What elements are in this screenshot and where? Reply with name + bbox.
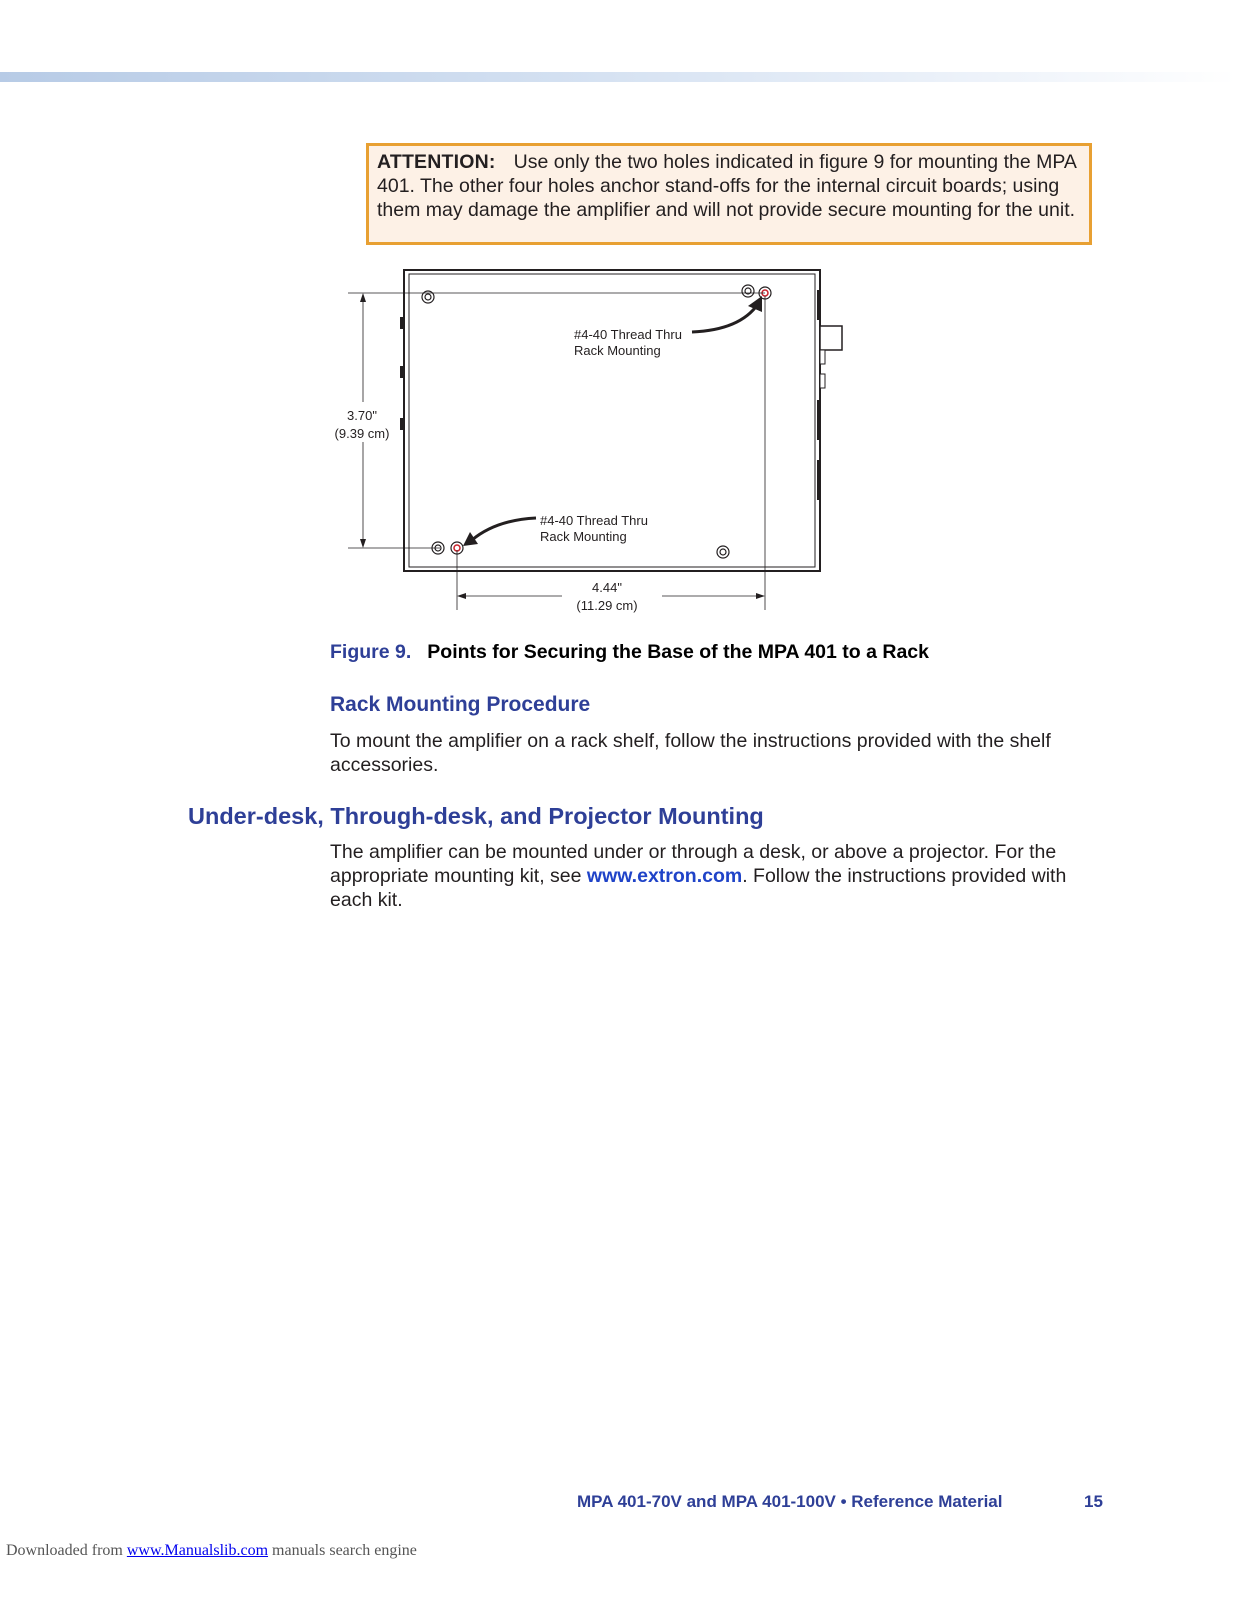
manualslib-link[interactable]: www.Manualslib.com bbox=[126, 1542, 269, 1559]
figure-number: Figure 9. bbox=[330, 641, 412, 663]
rack-mounting-paragraph: To mount the amplifier on a rack shelf, follow the instructions provided with the shelf accessories. bbox=[330, 730, 1051, 776]
right-connector bbox=[820, 326, 842, 350]
attention-box bbox=[366, 143, 1092, 245]
callout-top-line2: Rack Mounting bbox=[574, 343, 661, 358]
callout-top-line1: #4-40 Thread Thru bbox=[574, 327, 682, 342]
callout-arrow-top bbox=[692, 304, 758, 332]
download-notice bbox=[6, 1542, 417, 1560]
mounting-diagram bbox=[300, 260, 900, 620]
attention-text bbox=[377, 150, 1083, 222]
under-desk-heading: Under-desk, Through-desk, and Projector Mounting bbox=[188, 803, 764, 829]
left-tab bbox=[400, 317, 404, 329]
page-number: 15 bbox=[1084, 1492, 1103, 1511]
callout-bottom-line2: Rack Mounting bbox=[540, 529, 627, 544]
under-desk-text-start: The amplifier can be mounted under or through a desk, or above a projector. For the appropriate mounting kit, see bbox=[330, 841, 1057, 887]
footer-title: MPA 401-70V and MPA 401-100V • Reference Material bbox=[577, 1492, 1003, 1511]
attention-label: ATTENTION: bbox=[377, 151, 496, 173]
left-tab bbox=[400, 366, 404, 378]
height-cm-label: (9.39 cm) bbox=[334, 426, 390, 441]
right-connector-small bbox=[820, 350, 825, 364]
callout-arrow-bottom bbox=[472, 518, 536, 540]
extron-link[interactable]: www.extron.com bbox=[586, 865, 743, 887]
download-suffix: manuals search engine bbox=[268, 1542, 417, 1559]
attention-body: Use only the two holes indicated in figure 9 for mounting the MPA 401. The other four holes anchor stand-offs for the internal circuit boards; using them may damage the amplifier and will not provide secure mounting for the unit. bbox=[377, 151, 1076, 221]
figure-title: Points for Securing the Base of the MPA 401 to a Rack bbox=[427, 641, 929, 663]
callout-arrowhead-bottom bbox=[463, 532, 478, 546]
standoff-hole bbox=[717, 546, 729, 558]
dim-arrow-down bbox=[360, 539, 366, 548]
left-tab bbox=[400, 418, 404, 430]
right-connector-small bbox=[820, 374, 825, 388]
under-desk-paragraph bbox=[330, 840, 1090, 912]
header-gradient-bar bbox=[0, 72, 1237, 82]
dim-arrow-up bbox=[360, 293, 366, 302]
dim-arrow-right bbox=[756, 593, 765, 599]
height-in-label: 3.70" bbox=[347, 408, 377, 423]
width-cm-label: (11.29 cm) bbox=[576, 598, 638, 613]
callout-bottom-line1: #4-40 Thread Thru bbox=[540, 513, 648, 528]
standoff-hole bbox=[742, 285, 754, 297]
figure-9 bbox=[300, 260, 900, 620]
download-prefix: Downloaded from bbox=[6, 1542, 127, 1559]
under-desk-text-end: . Follow the instructions provided with each kit. bbox=[330, 865, 1067, 911]
width-in-label: 4.44" bbox=[592, 580, 622, 595]
dim-arrow-left bbox=[457, 593, 466, 599]
figure-caption bbox=[330, 641, 929, 664]
rack-mounting-heading: Rack Mounting Procedure bbox=[330, 693, 591, 716]
